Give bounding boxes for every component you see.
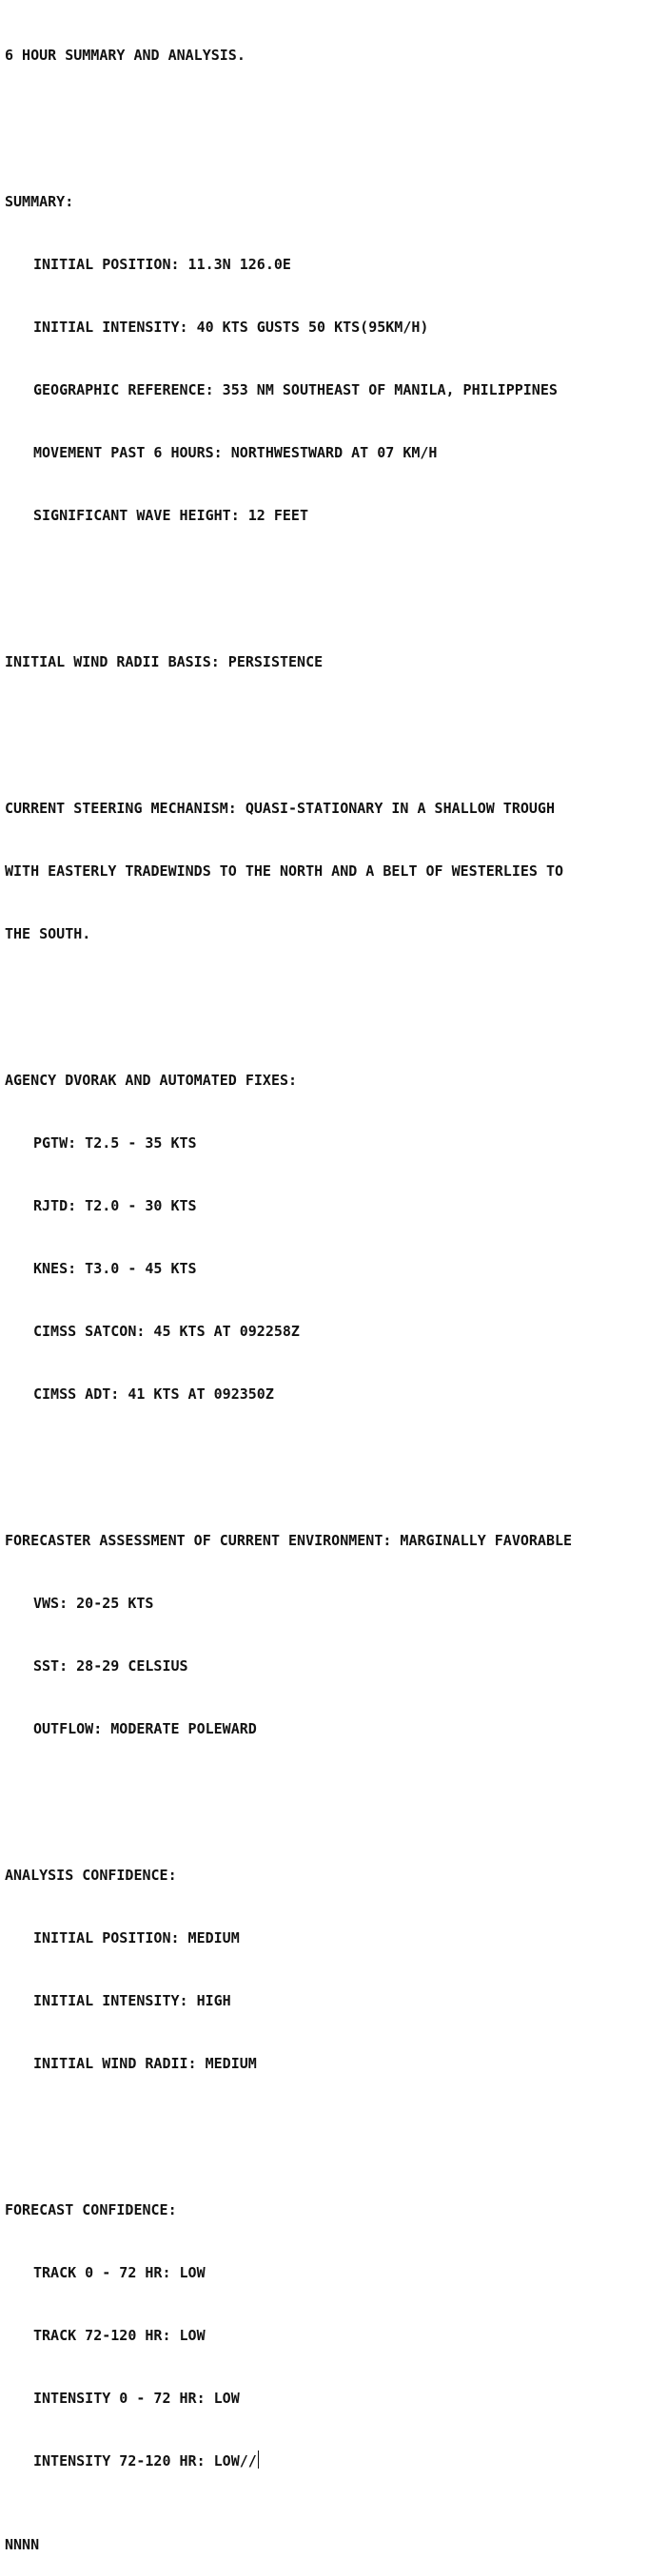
dvorak-cimss-satcon: CIMSS SATCON: 45 KTS AT 092258Z (33, 1323, 300, 1340)
environment-outflow: OUTFLOW: MODERATE POLEWARD (33, 1720, 257, 1737)
bulletin-document (5, 3, 648, 2576)
forecast-intensity-72-120-line[interactable] (5, 2450, 648, 2471)
summary-wave-height: SIGNIFICANT WAVE HEIGHT: 12 FEET (33, 507, 308, 524)
blank-line (5, 2116, 648, 2137)
dvorak-knes: KNES: T3.0 - 45 KTS (33, 1260, 197, 1277)
environment-vws: VWS: 20-25 KTS (33, 1595, 154, 1612)
analysis-confidence-intensity: INITIAL INTENSITY: HIGH (33, 1992, 231, 2009)
dvorak-cimss-adt: CIMSS ADT: 41 KTS AT 092350Z (33, 1385, 274, 1403)
summary-geographic-reference: GEOGRAPHIC REFERENCE: 353 NM SOUTHEAST OF MANILA, PHILIPPINES (33, 381, 558, 398)
analysis-confidence-position: INITIAL POSITION: MEDIUM (33, 1929, 240, 1947)
forecast-track-72-120: TRACK 72-120 HR: LOW (33, 2327, 206, 2344)
wind-radii-basis: INITIAL WIND RADII BASIS: PERSISTENCE (5, 653, 324, 670)
summary-header: SUMMARY: (5, 193, 74, 210)
blank-line (5, 714, 648, 735)
bulletin-title: 6 HOUR SUMMARY AND ANALYSIS. (5, 47, 245, 64)
blank-line (5, 1781, 648, 1802)
summary-initial-position: INITIAL POSITION: 11.3N 126.0E (33, 256, 291, 273)
summary-initial-intensity: INITIAL INTENSITY: 40 KTS GUSTS 50 KTS(95KM/H) (33, 319, 429, 336)
steering-line-1: CURRENT STEERING MECHANISM: QUASI-STATIONARY IN A SHALLOW TROUGH (5, 800, 555, 817)
forecast-track-0-72: TRACK 0 - 72 HR: LOW (33, 2264, 206, 2281)
blank-line (5, 107, 648, 128)
forecast-confidence-header: FORECAST CONFIDENCE: (5, 2201, 177, 2218)
dvorak-pgtw: PGTW: T2.5 - 35 KTS (33, 1134, 197, 1152)
blank-line (5, 568, 648, 589)
bulletin-footer: NNNN (5, 2536, 40, 2553)
text-cursor (258, 2450, 259, 2469)
environment-header: FORECASTER ASSESSMENT OF CURRENT ENVIRONMENT: MARGINALLY FAVORABLE (5, 1532, 573, 1549)
summary-movement: MOVEMENT PAST 6 HOURS: NORTHWESTWARD AT 07 KM/H (33, 444, 438, 461)
steering-line-3: THE SOUTH. (5, 925, 91, 942)
forecast-intensity-0-72: INTENSITY 0 - 72 HR: LOW (33, 2390, 240, 2407)
environment-sst: SST: 28-29 CELSIUS (33, 1657, 188, 1675)
analysis-confidence-header: ANALYSIS CONFIDENCE: (5, 1867, 177, 1884)
forecast-intensity-72-120: INTENSITY 72-120 HR: LOW// (33, 2452, 257, 2469)
analysis-confidence-wind-radii: INITIAL WIND RADII: MEDIUM (33, 2055, 257, 2072)
blank-line (5, 986, 648, 1007)
dvorak-rjtd: RJTD: T2.0 - 30 KTS (33, 1197, 197, 1214)
steering-line-2: WITH EASTERLY TRADEWINDS TO THE NORTH AND A BELT OF WESTERLIES TO (5, 862, 563, 880)
blank-line (5, 1446, 648, 1467)
dvorak-header: AGENCY DVORAK AND AUTOMATED FIXES: (5, 1072, 298, 1089)
